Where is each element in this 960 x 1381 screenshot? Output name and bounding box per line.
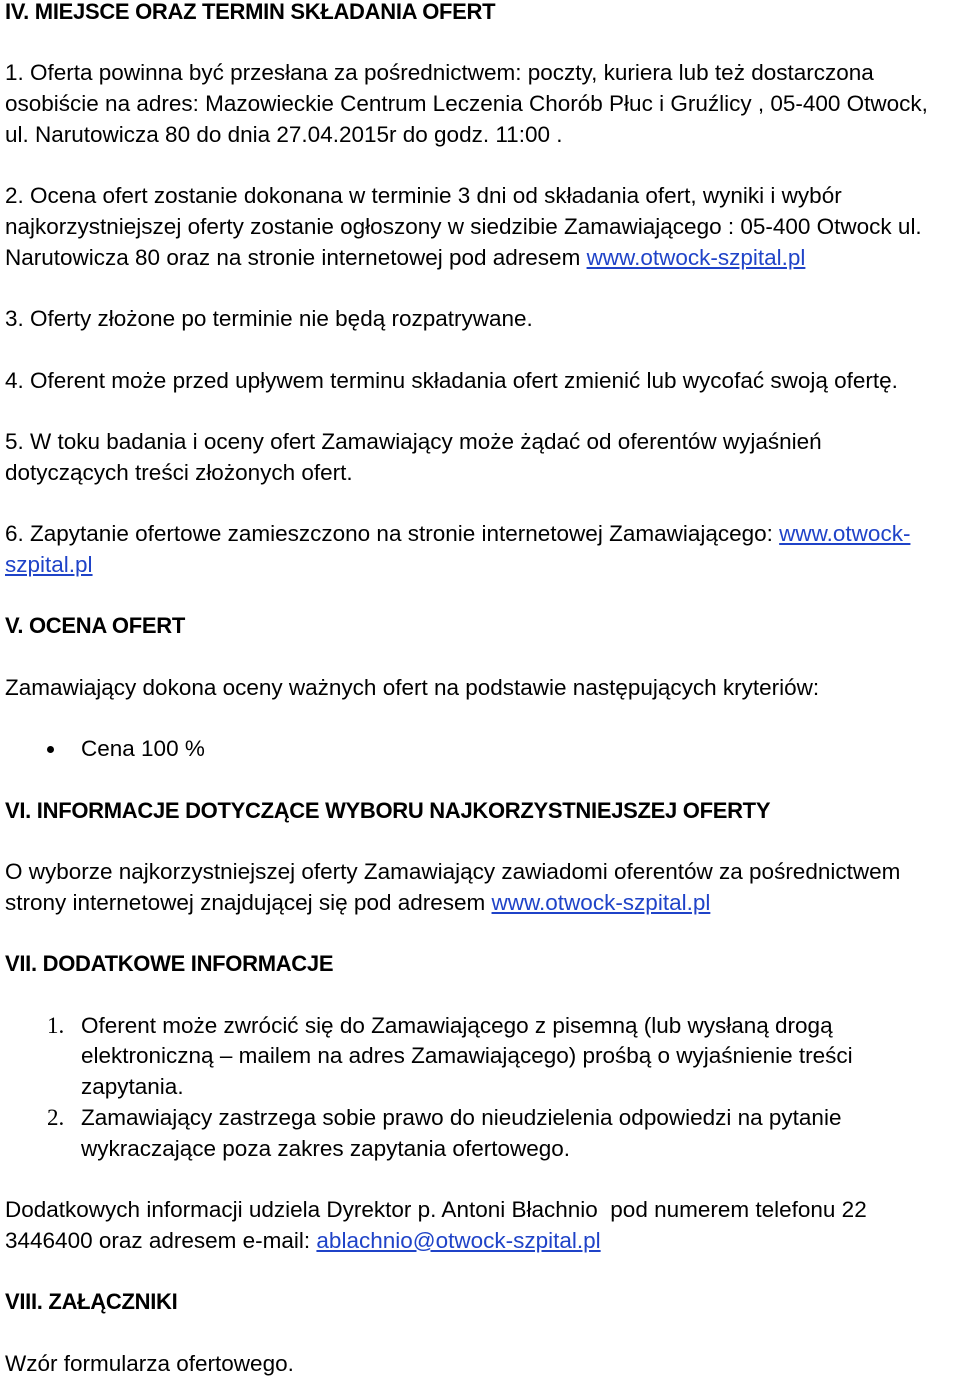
bullet-icon xyxy=(47,746,54,753)
selection-info-line-text: strony internetowej znajdującej się pod adresem xyxy=(5,889,492,915)
list-item-line: Zamawiający zastrzega sobie prawo do nieudzielenia odpowiedzi na pytanie xyxy=(81,1104,842,1130)
criteria-item-text: Cena 100 % xyxy=(81,736,205,762)
point-1-line: osobiście na adres: Mazowieckie Centrum Leczenia Chorób Płuc i Gruźlicy , 05-400 Otwock, xyxy=(5,91,928,117)
section-viii xyxy=(5,1287,955,1379)
criteria-list xyxy=(5,734,955,765)
section-iv-heading: IV. MIEJSCE ORAZ TERMIN SKŁADANIA OFERT xyxy=(5,0,496,24)
point-3: 3. Oferty złożone po terminie nie będą rozpatrywane. xyxy=(5,306,533,332)
point-6-line xyxy=(5,519,955,550)
point-1 xyxy=(5,58,955,150)
list-item xyxy=(5,1011,955,1103)
additional-info-list xyxy=(5,1011,955,1165)
criteria-intro: Zamawiający dokona oceny ważnych ofert na podstawie następujących kryteriów: xyxy=(5,674,820,700)
selection-info-line xyxy=(5,888,955,919)
website-link[interactable]: www.otwock-szpital.pl xyxy=(586,244,806,270)
point-5-line: dotyczących treści złożonych ofert. xyxy=(5,459,353,485)
point-2-line-text: Narutowicza 80 oraz na stronie internetowej pod adresem xyxy=(5,244,587,270)
contact-info-line xyxy=(5,1226,955,1257)
selection-info-line: O wyborze najkorzystniejszej oferty Zamawiający zawiadomi oferentów za pośrednictwem xyxy=(5,859,901,885)
contact-info-line: Dodatkowych informacji udziela Dyrektor p. Antoni Błachnio pod numerem telefonu 22 xyxy=(5,1197,867,1223)
point-2-line: 2. Ocena ofert zostanie dokonana w terminie 3 dni od składania ofert, wyniki i wybór xyxy=(5,183,842,209)
point-4: 4. Oferent może przed upływem terminu składania ofert zmienić lub wycofać swoją ofertę. xyxy=(5,367,898,393)
point-5-line: 5. W toku badania i oceny ofert Zamawiający może żądać od oferentów wyjaśnień xyxy=(5,429,822,455)
point-6 xyxy=(5,519,955,580)
list-item-line: zapytania. xyxy=(81,1074,184,1100)
attachment-item: Wzór formularza ofertowego. xyxy=(5,1350,294,1376)
document-page xyxy=(5,0,955,1379)
contact-info-line-text: 3446400 oraz adresem e-mail: xyxy=(5,1227,317,1253)
section-viii-heading: VIII. ZAŁĄCZNIKI xyxy=(5,1289,178,1315)
criteria-item xyxy=(5,734,955,765)
email-link[interactable]: ablachnio@otwock-szpital.pl xyxy=(316,1227,601,1253)
section-vi xyxy=(5,796,955,919)
point-5 xyxy=(5,427,955,488)
section-vi-heading: VI. INFORMACJE DOTYCZĄCE WYBORU NAJKORZYSTNIEJSZEJ OFERTY xyxy=(5,797,771,823)
point-2-line: najkorzystniejszej oferty zostanie ogłoszony w siedzibie Zamawiającego : 05-400 Otwock ul. xyxy=(5,214,922,240)
point-1-line: 1. Oferta powinna być przesłana za pośrednictwem: poczty, kuriera lub też dostarczona xyxy=(5,60,874,86)
contact-info xyxy=(5,1195,955,1256)
website-link-part-2[interactable]: szpital.pl xyxy=(5,551,93,577)
section-vii-heading: VII. DODATKOWE INFORMACJE xyxy=(5,951,334,977)
point-2-line xyxy=(5,243,955,274)
list-number: 1. xyxy=(47,1012,65,1038)
list-item xyxy=(5,1103,955,1164)
list-item-line: elektroniczną – mailem na adres Zamawiającego) prośbą o wyjaśnienie treści xyxy=(81,1043,853,1069)
section-iv xyxy=(5,0,955,581)
list-item-line: Oferent może zwrócić się do Zamawiającego z pisemną (lub wysłaną drogą xyxy=(81,1012,833,1038)
list-item-line: wykraczające poza zakres zapytania ofertowego. xyxy=(81,1135,571,1161)
list-number: 2. xyxy=(47,1104,65,1130)
point-1-line: ul. Narutowicza 80 do dnia 27.04.2015r do godz. 11:00 . xyxy=(5,121,563,147)
section-v xyxy=(5,611,955,765)
point-2 xyxy=(5,181,955,273)
section-vii xyxy=(5,949,955,1256)
website-link[interactable]: www.otwock-szpital.pl xyxy=(491,889,711,915)
point-6-line xyxy=(5,550,955,581)
point-6-line-text: 6. Zapytanie ofertowe zamieszczono na stronie internetowej Zamawiającego: xyxy=(5,521,780,547)
section-v-heading: V. OCENA OFERT xyxy=(5,613,185,639)
selection-info xyxy=(5,857,955,918)
website-link-part-1[interactable]: www.otwock- xyxy=(779,521,911,547)
